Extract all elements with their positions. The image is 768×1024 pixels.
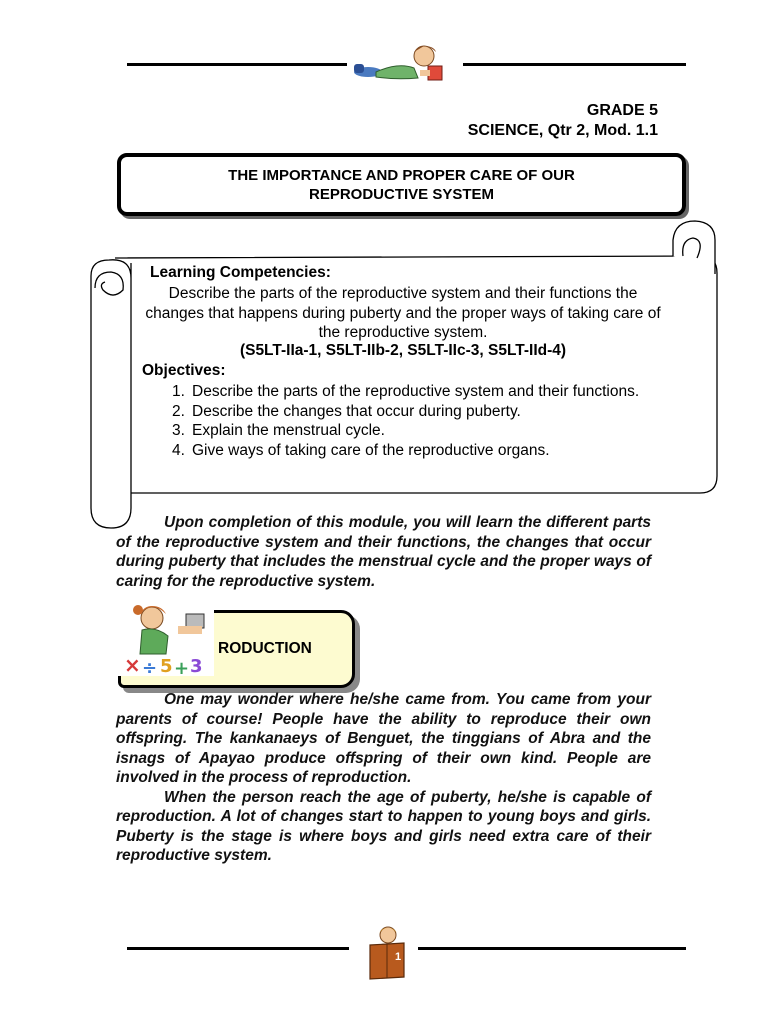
objective-number: 1. [172,383,185,400]
title-line-1: THE IMPORTANCE AND PROPER CARE OF OUR [228,166,575,184]
section-label: RODUCTION [218,640,312,657]
objective-number: 4. [172,441,185,459]
reading-boy-icon [364,925,410,981]
objective-number: 2. [172,402,185,420]
svg-text:+: + [174,658,190,679]
competencies-description: Describe the parts of the reproductive system and their functions the changes that happens during puberty and the proper ways of taking care of the reproductive system. [145,285,661,341]
competency-codes: (S5LT-IIa-1, S5LT-IIb-2, S5LT-IIc-3, S5LT-IId-4) [239,342,567,359]
objective-text: Describe the changes that occur during puberty. [192,402,521,420]
objectives-heading: Objectives: [142,362,226,379]
objective-text: Give ways of taking care of the reproductive organs. [192,441,550,459]
bottom-rule-left [127,947,349,950]
svg-text:5: 5 [160,656,173,677]
reproduction-paragraphs [116,690,651,866]
objective-item [172,421,652,441]
objective-text: Describe the parts of the reproductive system and their functions. [192,383,640,400]
page-number-badge [364,925,410,986]
title-line-2: REPRODUCTIVE SYSTEM [308,185,495,203]
competencies-heading: Learning Competencies: [150,264,331,281]
page-number: 1 [395,951,402,963]
top-rule-left [127,63,347,66]
svg-text:÷: ÷ [142,658,158,679]
top-rule-right [463,63,686,66]
objective-item [172,441,652,461]
grade-label: GRADE 5 [586,102,658,119]
svg-text:×: × [124,653,141,677]
reading-girl-icon [348,42,448,87]
girl-with-calculator-icon [116,596,216,680]
subject-label: SCIENCE, Qtr 2, Mod. 1.1 [467,122,658,139]
intro-text: Upon completion of this module, you will learn the different parts of the reproductive system and their functions, the changes that occur during puberty that includes the menstrual cycle and the proper ways of caring for the reproductive system. [116,514,651,590]
title-box [117,153,686,216]
objective-item [172,382,652,402]
reproduction-paragraph-1: One may wonder where he/she came from. You came from your parents of course! People have the ability to reproduce their own offspring. The kankanaeys of Benguet, the tinggians of Abra and the isnags of Apayao produce offspring of their own kind. People are involved in the process of reproduction. [116,691,651,786]
objective-number: 3. [172,422,185,439]
svg-text:3: 3 [190,656,203,677]
objective-item [172,402,652,422]
objective-text: Explain the menstrual cycle. [192,422,385,439]
reproduction-paragraph-2: When the person reach the age of puberty, he/she is capable of reproduction. A lot of changes start to happen to young boys and girls. Puberty is the stage is where boys and girls need extra care of their reproductive system. [116,788,651,864]
grade-header [468,101,658,141]
bottom-rule-right [418,947,686,950]
objectives-list [172,382,652,460]
intro-paragraph [116,513,651,591]
